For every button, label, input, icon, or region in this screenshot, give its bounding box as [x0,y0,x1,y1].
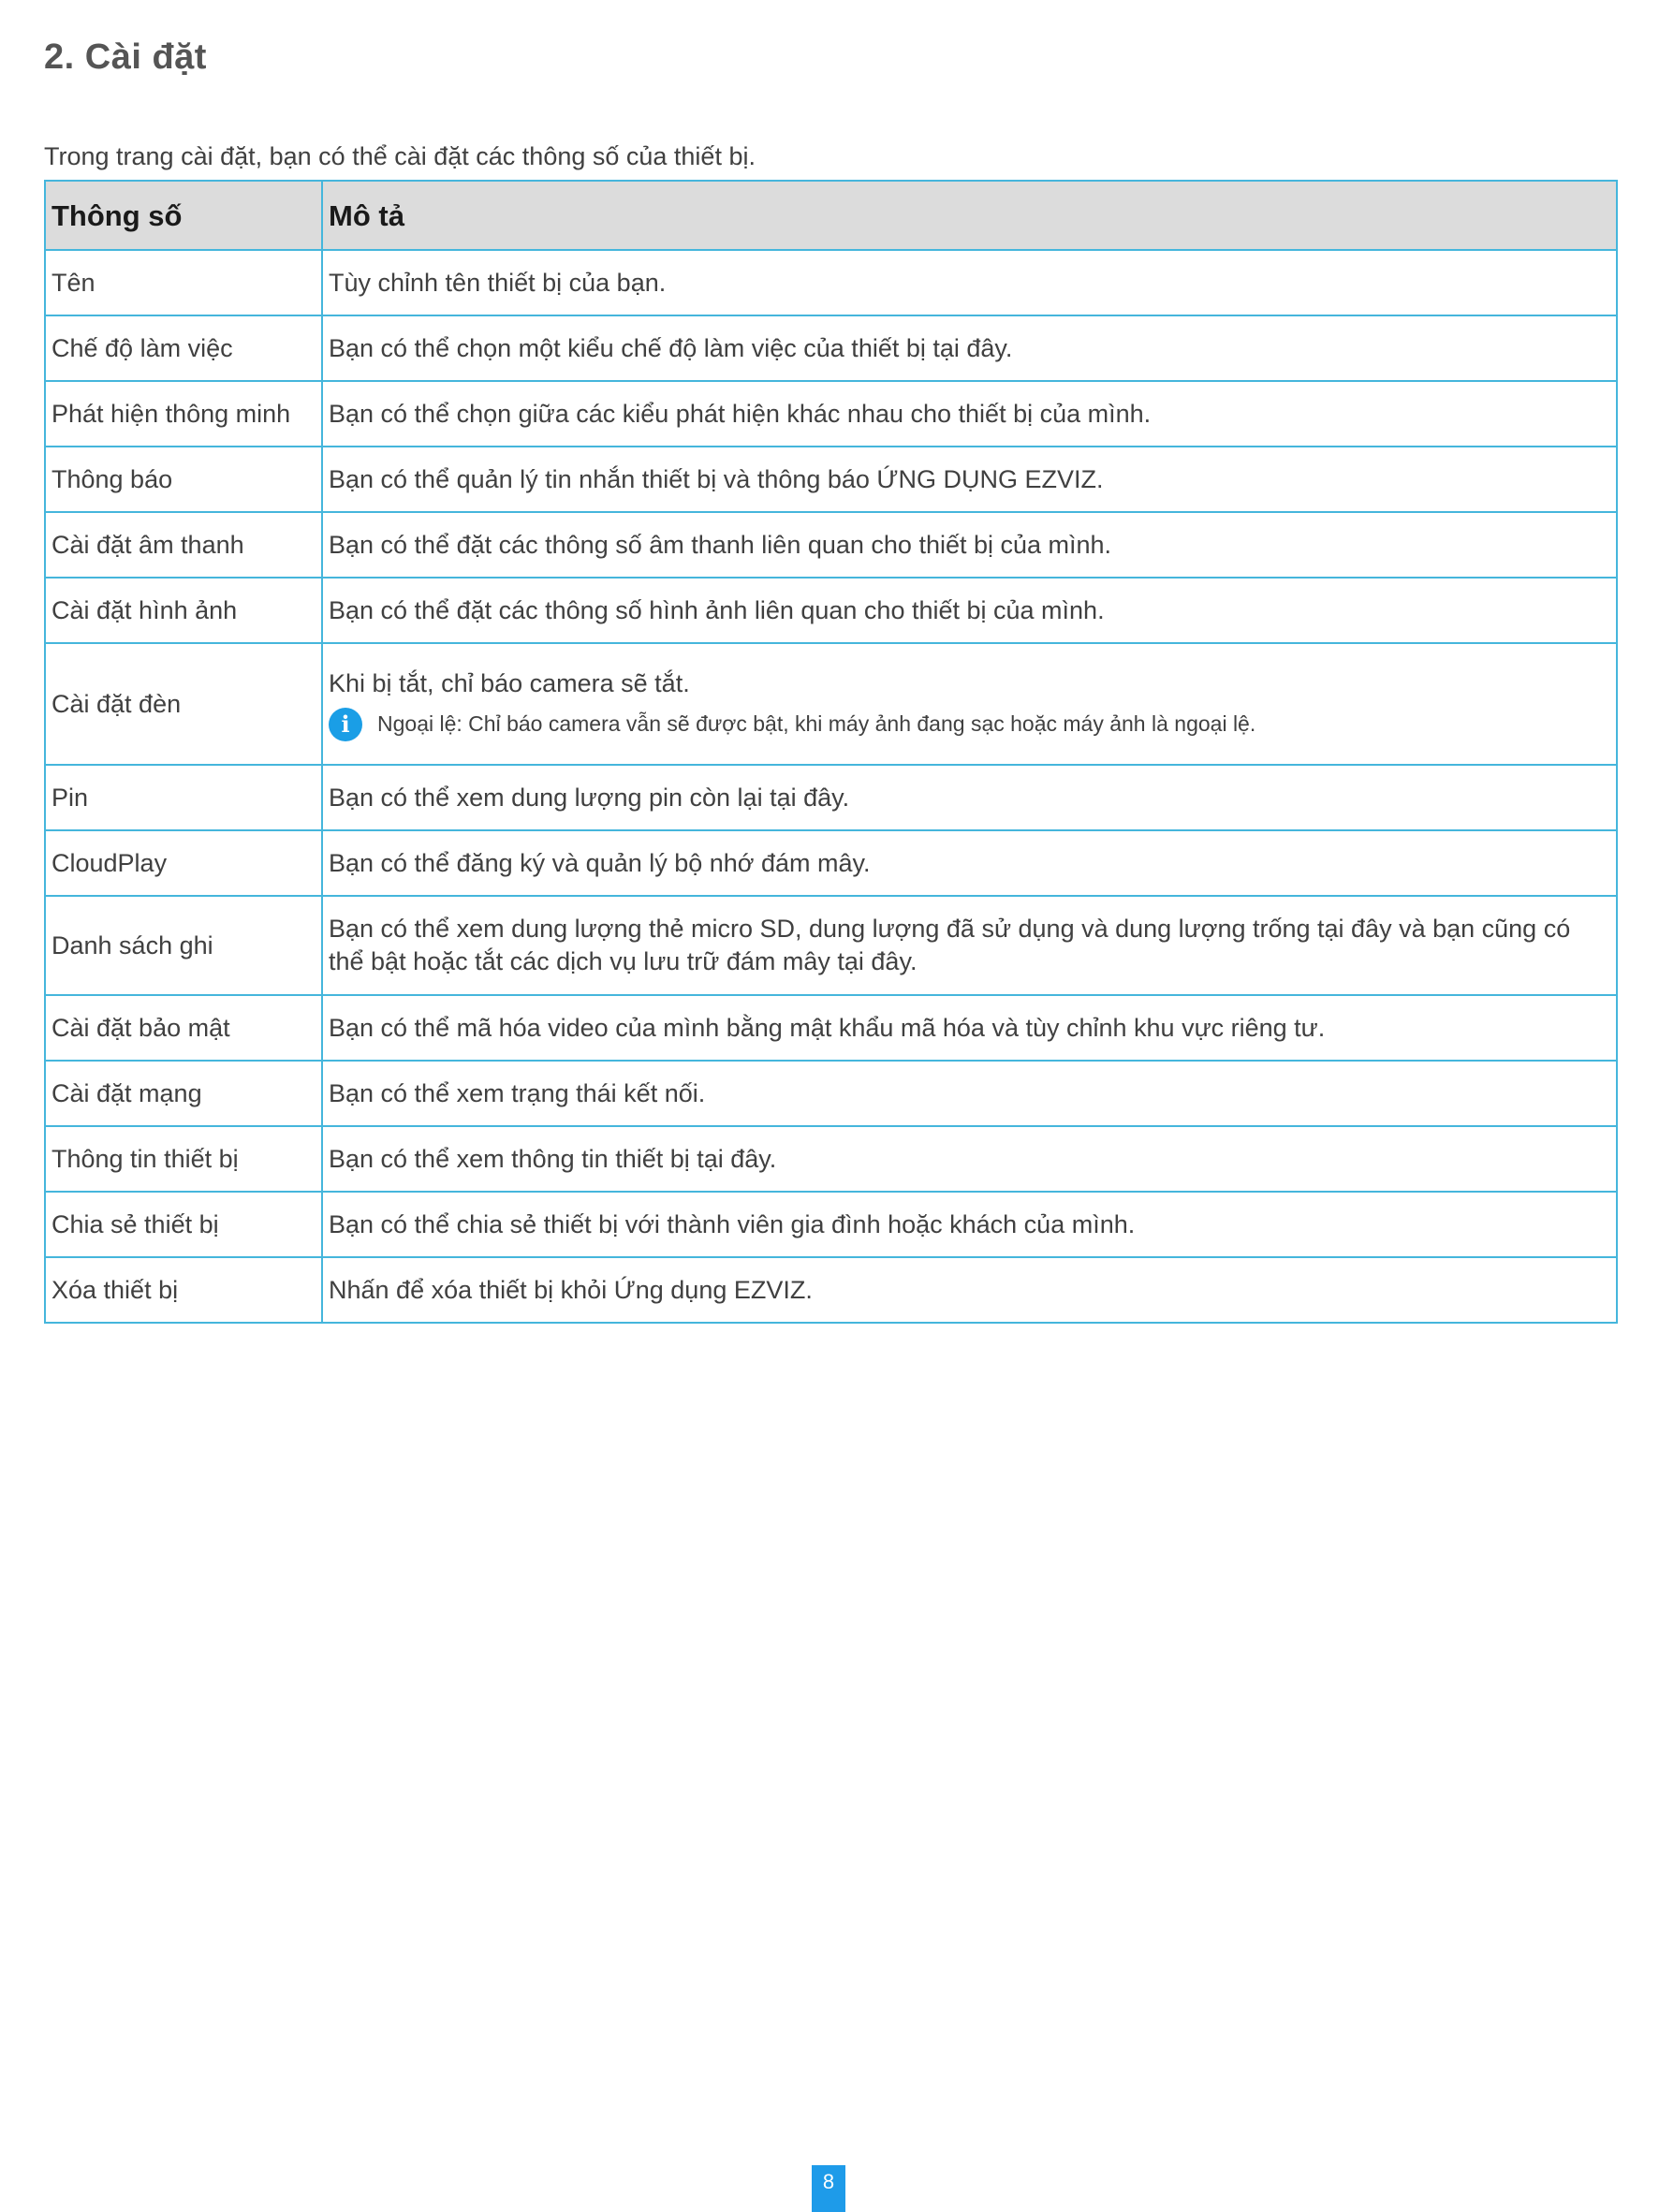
table-row [45,447,1617,512]
param-cell: CloudPlay [45,830,322,896]
header-param: Thông số [45,181,322,250]
param-cell: Cài đặt mạng [45,1061,322,1126]
table-row [45,643,1617,765]
desc-cell: Bạn có thể chia sẻ thiết bị với thành viên gia đình hoặc khách của mình. [322,1192,1617,1257]
settings-table [44,180,1618,1324]
table-row [45,1061,1617,1126]
desc-cell: Bạn có thể quản lý tin nhắn thiết bị và thông báo ỨNG DỤNG EZVIZ. [322,447,1617,512]
table-row [45,250,1617,315]
table-row [45,1126,1617,1192]
desc-cell: Bạn có thể chọn một kiểu chế độ làm việc của thiết bị tại đây. [322,315,1617,381]
desc-cell: Bạn có thể mã hóa video của mình bằng mật khẩu mã hóa và tùy chỉnh khu vực riêng tư. [322,995,1617,1061]
param-cell: Cài đặt âm thanh [45,512,322,578]
desc-text: Khi bị tắt, chỉ báo camera sẽ tắt. [329,668,690,697]
table-row [45,830,1617,896]
header-description: Mô tả [322,181,1617,250]
table-row [45,512,1617,578]
desc-cell: Bạn có thể đặt các thông số âm thanh liên quan cho thiết bị của mình. [322,512,1617,578]
desc-cell: Tùy chỉnh tên thiết bị của bạn. [322,250,1617,315]
param-cell: Thông tin thiết bị [45,1126,322,1192]
table-row [45,896,1617,995]
table-row [45,578,1617,643]
desc-cell: Bạn có thể xem dung lượng pin còn lại tại đây. [322,765,1617,830]
desc-cell: Bạn có thể chọn giữa các kiểu phát hiện khác nhau cho thiết bị của mình. [322,381,1617,447]
desc-cell [322,643,1617,765]
desc-cell: Bạn có thể xem trạng thái kết nối. [322,1061,1617,1126]
table-row [45,381,1617,447]
param-cell: Phát hiện thông minh [45,381,322,447]
desc-cell: Bạn có thể đăng ký và quản lý bộ nhớ đám mây. [322,830,1617,896]
desc-cell: Bạn có thể xem dung lượng thẻ micro SD, dung lượng đã sử dụng và dung lượng trống tại đây và bạn cũng có thể bật hoặc tắt các dịch vụ lưu trữ đám mây tại đây. [322,896,1617,995]
page-number: 8 [812,2165,845,2212]
note [329,708,1610,741]
param-cell: Cài đặt hình ảnh [45,578,322,643]
param-cell: Cài đặt đèn [45,643,322,765]
table-row [45,1192,1617,1257]
table-header-row [45,181,1617,250]
table-row [45,315,1617,381]
param-cell: Pin [45,765,322,830]
intro-text: Trong trang cài đặt, bạn có thể cài đặt các thông số của thiết bị. [44,142,756,170]
param-cell: Chế độ làm việc [45,315,322,381]
param-cell: Tên [45,250,322,315]
param-cell: Cài đặt bảo mật [45,995,322,1061]
desc-cell: Nhấn để xóa thiết bị khỏi Ứng dụng EZVIZ. [322,1257,1617,1323]
table-row [45,995,1617,1061]
table-row [45,765,1617,830]
table-row [45,1257,1617,1323]
param-cell: Thông báo [45,447,322,512]
desc-cell: Bạn có thể xem thông tin thiết bị tại đây. [322,1126,1617,1192]
info-icon: i [329,708,362,741]
param-cell: Chia sẻ thiết bị [45,1192,322,1257]
param-cell: Danh sách ghi [45,896,322,995]
param-cell: Xóa thiết bị [45,1257,322,1323]
note-text: Ngoại lệ: Chỉ báo camera vẫn sẽ được bật, khi máy ảnh đang sạc hoặc máy ảnh là ngoại lệ. [377,711,1256,736]
page-title: 2. Cài đặt [44,37,207,77]
desc-cell: Bạn có thể đặt các thông số hình ảnh liên quan cho thiết bị của mình. [322,578,1617,643]
